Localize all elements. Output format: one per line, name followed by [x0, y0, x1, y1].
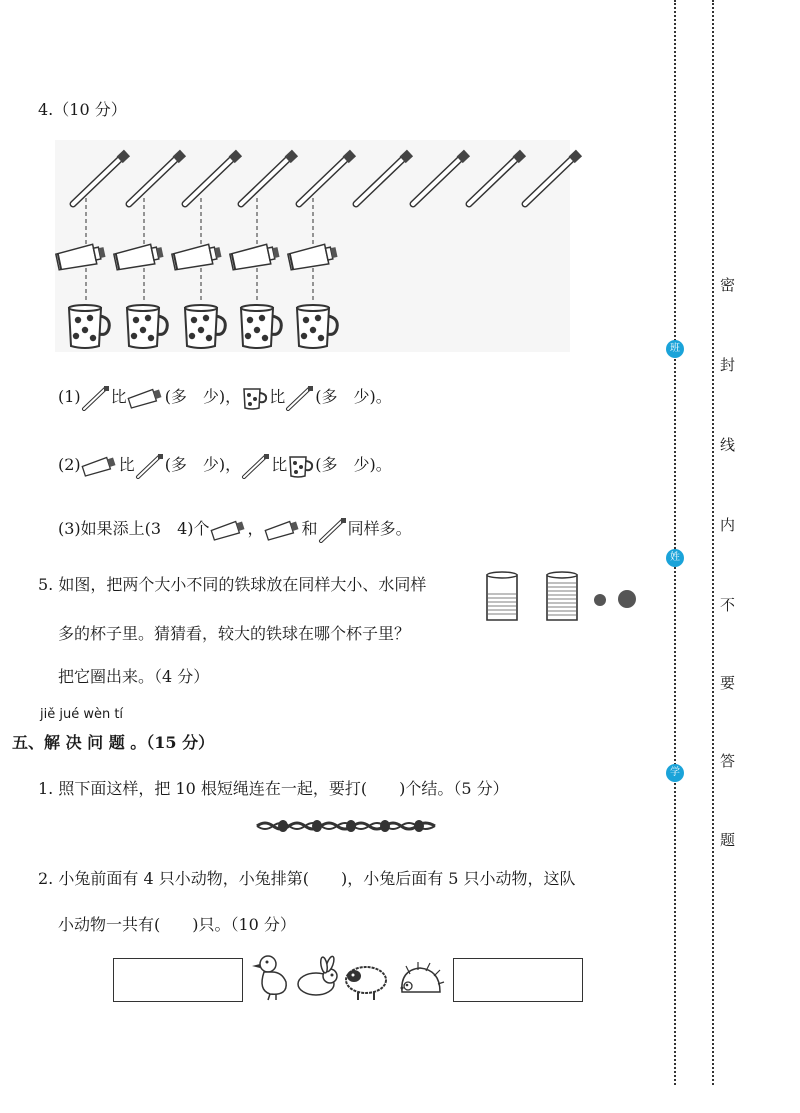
- cup-row: [65, 300, 355, 352]
- toothpaste-icon: [287, 242, 338, 272]
- toothpaste-icon: [229, 242, 280, 272]
- p1-text: 1. 照下面这样，把 10 根短绳连在一起，要打( )个结。（5 分）: [38, 779, 509, 798]
- cup-icon: [241, 305, 281, 348]
- duck-icon: [252, 956, 286, 1000]
- toothbrush-icon: [241, 150, 298, 204]
- toothbrush-icon: [525, 150, 582, 204]
- rope-figure: [255, 816, 440, 836]
- q5-line2: 多的杯子里。猜猜看，较大的铁球在哪个杯子里？: [58, 624, 411, 643]
- large-iron-ball-icon: [618, 590, 636, 608]
- q5-figure: [484, 570, 644, 626]
- toothbrush-icon: [299, 150, 356, 204]
- sheep-icon: [346, 967, 386, 1000]
- toothbrush-icon: [241, 453, 271, 479]
- toothpaste-icon: [81, 455, 119, 477]
- toothbrush-icon: [318, 517, 348, 543]
- toothpaste-icon: [55, 242, 106, 272]
- seal-line-inner: [674, 0, 676, 1085]
- cup-icon: [185, 305, 225, 348]
- student-id-badge: 学: [666, 764, 684, 782]
- toothbrush-icon: [185, 150, 242, 204]
- toothbrush-icon: [135, 453, 165, 479]
- cup-icon: [297, 305, 337, 348]
- seal-char: 密: [720, 276, 736, 294]
- seal-char: 题: [720, 831, 736, 849]
- small-iron-ball-icon: [594, 594, 606, 606]
- choice-more-less[interactable]: (多 少)。: [315, 455, 392, 474]
- bi-word: 比: [118, 455, 135, 474]
- toothbrush-icon: [469, 150, 526, 204]
- glass-cup-icon[interactable]: [547, 572, 577, 620]
- toothpaste-icon: [113, 242, 164, 272]
- seal-char: 答: [720, 752, 736, 770]
- q4-line2-number: (2): [58, 455, 81, 474]
- seal-char: 不: [720, 596, 736, 614]
- he-word: 和: [301, 519, 318, 538]
- cup-icon: [127, 305, 167, 348]
- p2-line2: 小动物一共有( )只。（10 分）: [58, 915, 296, 934]
- toothpaste-icon: [171, 242, 222, 272]
- toothpaste-icon: [264, 519, 302, 541]
- hedgehog-icon: [401, 962, 445, 992]
- section5-title: 五、解 决 问 题 。（15 分）: [12, 733, 215, 752]
- choice-more-less[interactable]: (多 少)，: [164, 387, 242, 406]
- q5-line3: 把它圈出来。（4 分）: [58, 667, 210, 686]
- q5-line1: 5. 如图，把两个大小不同的铁球放在同样大小、水同样: [38, 575, 427, 594]
- seal-char: 内: [720, 516, 736, 534]
- toothbrush-icon: [285, 385, 315, 411]
- name-badge: 姓: [666, 549, 684, 567]
- seal-char: 线: [720, 436, 736, 454]
- toothbrush-icon: [129, 150, 186, 204]
- class-badge: 班: [666, 340, 684, 358]
- toothbrush-icon: [356, 150, 413, 204]
- cup-icon: [241, 385, 269, 411]
- q4-line1-number: (1): [58, 387, 81, 406]
- choice-more-less[interactable]: (多 少)。: [315, 387, 392, 406]
- cup-icon: [69, 305, 109, 348]
- q4-header: 4.（10 分）: [38, 100, 127, 119]
- toothbrush-icon: [81, 385, 111, 411]
- q4-line3-text: 如果添上(3 4)个: [80, 519, 210, 538]
- answer-box-right[interactable]: [453, 958, 583, 1002]
- section5-pinyin: jiě jué wèn tí: [40, 707, 124, 722]
- q4-line3-tail: 同样多。: [347, 519, 412, 538]
- toothbrush-icon: [73, 150, 130, 204]
- q4-line1: [58, 384, 392, 411]
- p2-line1: 2. 小兔前面有 4 只小动物，小兔排第( )，小兔后面有 5 只小动物，这队: [38, 869, 576, 888]
- seal-char: 封: [720, 356, 736, 374]
- toothbrush-icon: [413, 150, 470, 204]
- animal-row: [248, 950, 448, 1005]
- toothpaste-icon: [127, 387, 165, 409]
- toothpaste-row: [55, 235, 355, 280]
- choice-more-less[interactable]: (多 少)，: [164, 455, 242, 474]
- q4-line3: [58, 516, 412, 543]
- cup-icon: [287, 453, 315, 479]
- toothpaste-icon: [210, 519, 248, 541]
- answer-box-left[interactable]: [113, 958, 243, 1002]
- q4-line3-number: (3): [58, 519, 81, 538]
- bi-word: 比: [110, 387, 127, 406]
- q4-line2: [58, 452, 392, 479]
- glass-cup-icon[interactable]: [487, 572, 517, 620]
- bi-word: 比: [269, 387, 286, 406]
- seal-line-outer: [712, 0, 714, 1085]
- rabbit-icon: [298, 955, 337, 995]
- bi-word: 比: [271, 455, 288, 474]
- comma: ，: [247, 519, 264, 538]
- seal-char: 要: [720, 674, 736, 692]
